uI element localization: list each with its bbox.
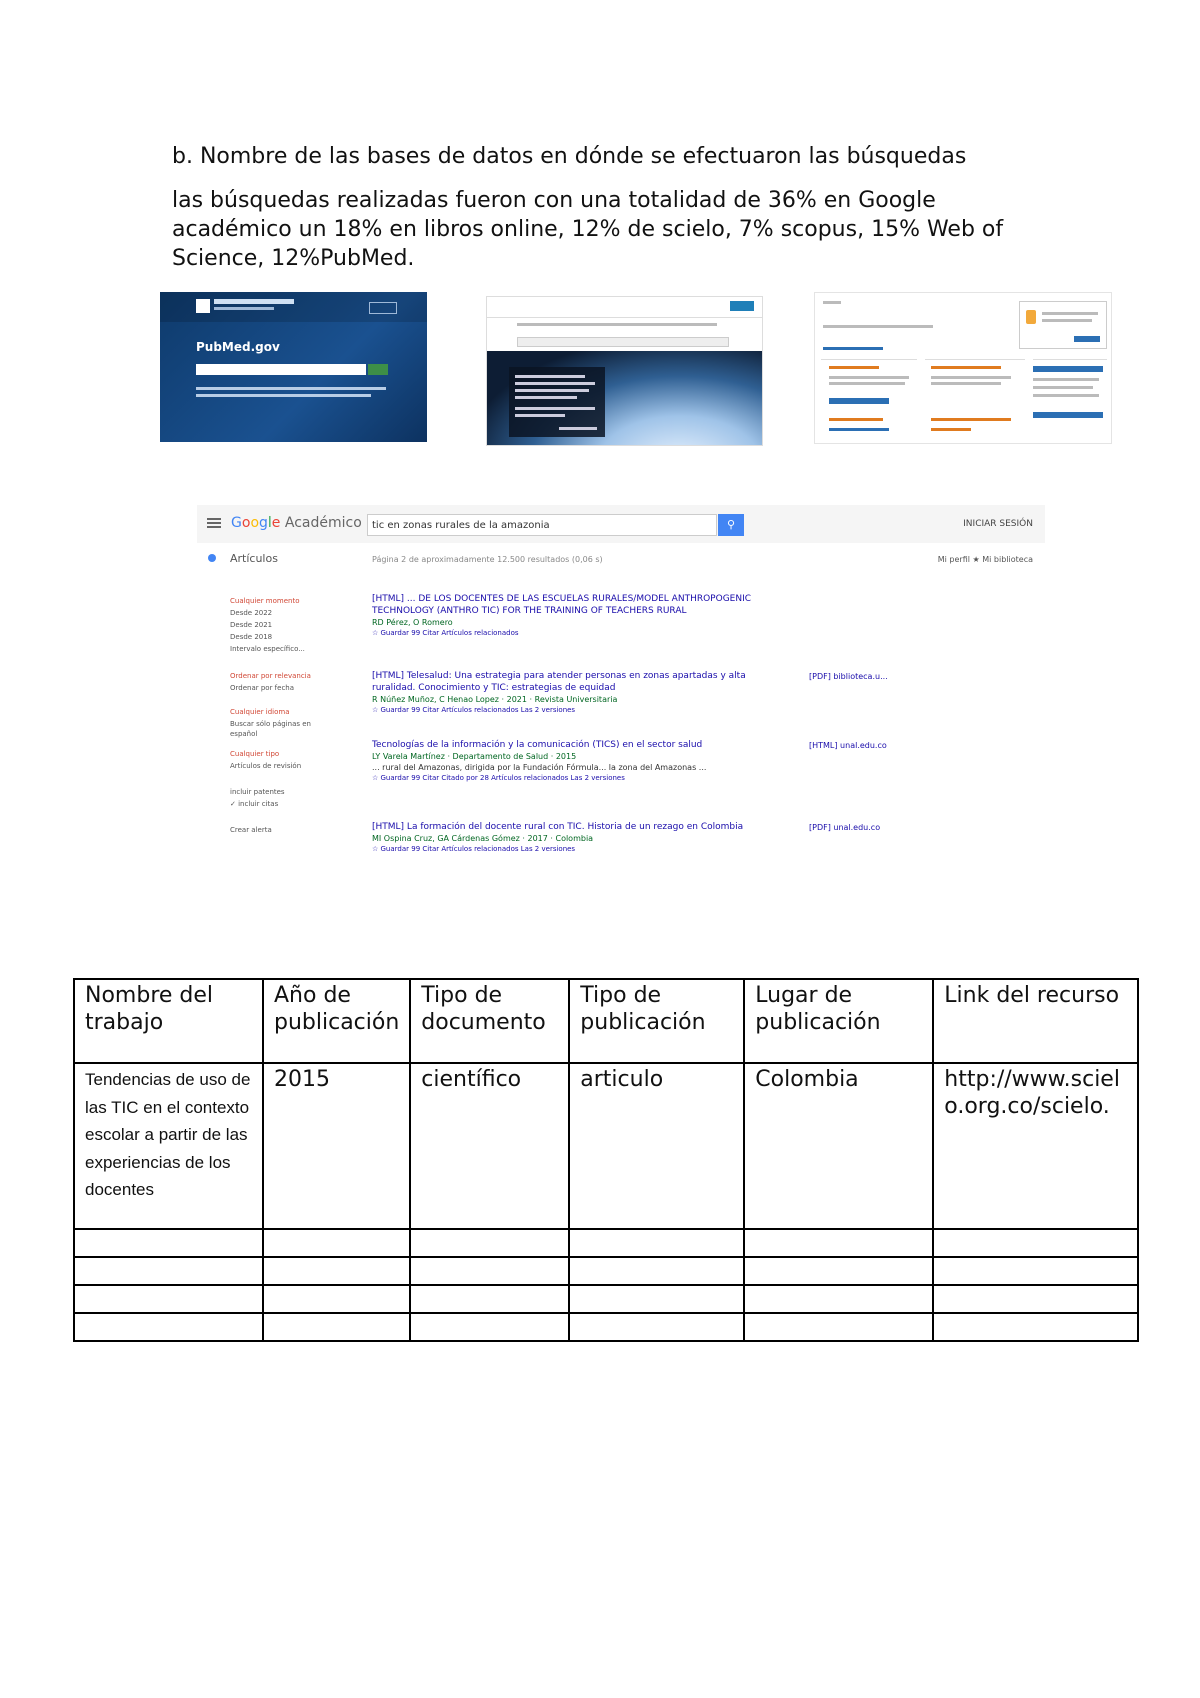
table-header-row	[74, 979, 1138, 1063]
result-title: [HTML] ... DE LOS DOCENTES DE LAS ESCUELAS RURALES/MODEL ANTHROPOGENIC TECHNOLOGY (ANTHRO TIC) FOR THE TRAINING OF TEACHERS RURAL	[372, 594, 752, 616]
result-authors: MI Ospina Cruz, GA Cárdenas Gómez · 2017 · Colombia	[372, 834, 594, 843]
scholar-sidebar-item: Cualquier momento	[230, 597, 300, 605]
scholar-sidebar-item: español	[230, 730, 258, 738]
table-cell	[744, 1229, 933, 1257]
result-title: [HTML] Telesalud: Una estrategia para atender personas en zonas apartadas y alta ruralidad. Conocimiento y TIC: estrategias de equidad	[372, 671, 746, 693]
scholar-sidebar-item: Desde 2022	[230, 609, 273, 617]
table-cell	[744, 1257, 933, 1285]
scholar-sidebar-item: Cualquier tipo	[230, 750, 280, 758]
scholar-sidebar-item: Ordenar por fecha	[230, 684, 295, 692]
scholar-search-input: tic en zonas rurales de la amazonia	[367, 514, 717, 536]
table-cell	[263, 1285, 410, 1313]
scholar-sidebar-item: Ordenar por relevancia	[230, 672, 311, 680]
table-cell: Tendencias de uso de las TIC en el contexto escolar a partir de las experiencias de los docentes	[74, 1063, 263, 1229]
result-snippet: ... rural del Amazonas, dirigida por la Fundación Fórmula... la zona del Amazonas ...	[372, 763, 707, 772]
table-cell	[74, 1313, 263, 1341]
scholar-sidebar-item: Desde 2021	[230, 621, 273, 629]
table-cell: científico	[410, 1063, 569, 1229]
table-cell	[569, 1229, 744, 1257]
table-cell	[263, 1257, 410, 1285]
result-links: ☆ Guardar 99 Citar Citado por 28 Artículos relacionados Las 2 versiones	[372, 774, 625, 782]
search-icon: ⚲	[718, 514, 744, 536]
scholar-tools: Mi perfil ★ Mi biblioteca	[937, 555, 1033, 564]
scholar-result	[372, 821, 772, 855]
lock-icon	[1026, 310, 1036, 324]
table-cell	[933, 1229, 1138, 1257]
table-cell	[410, 1313, 569, 1341]
scholar-sidebar-item: ✓ incluir citas	[230, 800, 279, 808]
table-cell: articulo	[569, 1063, 744, 1229]
scholar-sidebar-item: Buscar sólo páginas en	[230, 720, 311, 728]
table-cell	[410, 1229, 569, 1257]
pubmed-brand: PubMed.gov	[196, 340, 280, 354]
results-table	[73, 978, 1139, 1342]
pubmed-screenshot	[160, 292, 427, 442]
table-header-cell: Tipo de publicación	[569, 979, 744, 1063]
table-cell: 2015	[263, 1063, 410, 1229]
table-cell	[569, 1313, 744, 1341]
table-header-cell: Link del recurso	[933, 979, 1138, 1063]
table-header-cell: Lugar de publicación	[744, 979, 933, 1063]
result-authors: RD Pérez, O Romero	[372, 618, 453, 627]
table-cell	[744, 1285, 933, 1313]
menu-icon	[207, 518, 221, 528]
table-cell	[569, 1257, 744, 1285]
section-heading: b. Nombre de las bases de datos en dónde se efectuaron las búsquedas	[172, 144, 967, 169]
table-cell	[263, 1313, 410, 1341]
table-empty-row	[74, 1285, 1138, 1313]
table-cell	[74, 1229, 263, 1257]
result-title: Tecnologías de la información y la comunicación (TICS) en el sector salud	[372, 740, 703, 750]
table-cell	[410, 1285, 569, 1313]
nih-logo-icon	[196, 299, 210, 313]
result-pdf-link: [PDF] biblioteca.u...	[809, 672, 888, 681]
result-links: ☆ Guardar 99 Citar Artículos relacionados Las 2 versiones	[372, 845, 576, 853]
table-cell	[933, 1313, 1138, 1341]
pubmed-search-input	[196, 364, 366, 375]
articles-tab: Artículos	[230, 552, 278, 565]
scholar-sidebar-item: Artículos de revisión	[230, 762, 302, 770]
table-cell: http://www.scielo.org.co/scielo.	[933, 1063, 1138, 1229]
table-cell	[263, 1229, 410, 1257]
table-cell	[74, 1257, 263, 1285]
results-count: Página 2 de aproximadamente 12.500 resultados (0,06 s)	[372, 555, 603, 564]
result-pdf-link: [PDF] unal.edu.co	[809, 823, 881, 832]
scholar-result	[372, 670, 772, 716]
scholar-logo: Google Académico	[231, 515, 362, 531]
result-authors: R Núñez Muñoz, C Henao Lopez · 2021 · Revista Universitaria	[372, 695, 618, 704]
table-empty-row	[74, 1229, 1138, 1257]
result-title: [HTML] La formación del docente rural con TIC. Historia de un rezago en Colombia	[372, 822, 744, 832]
google-scholar-screenshot	[197, 505, 1045, 867]
scholar-result	[372, 593, 772, 639]
table-cell	[933, 1285, 1138, 1313]
table-cell	[74, 1285, 263, 1313]
table-row	[74, 1063, 1138, 1229]
table-cell	[410, 1257, 569, 1285]
scholar-sidebar-item: incluir patentes	[230, 788, 285, 796]
table-empty-row	[74, 1313, 1138, 1341]
result-links: ☆ Guardar 99 Citar Artículos relacionados	[372, 629, 519, 637]
scholar-sidebar-item: Cualquier idioma	[230, 708, 290, 716]
table-header-cell: Año de publicación	[263, 979, 410, 1063]
scopus-screenshot	[814, 292, 1112, 444]
scholar-sidebar-item: Crear alerta	[230, 826, 272, 834]
result-authors: LY Varela Martínez · Departamento de Salud · 2015	[372, 752, 577, 761]
result-links: ☆ Guardar 99 Citar Artículos relacionados Las 2 versiones	[372, 706, 576, 714]
table-cell	[933, 1257, 1138, 1285]
table-cell: Colombia	[744, 1063, 933, 1229]
table-empty-row	[74, 1257, 1138, 1285]
table-cell	[744, 1313, 933, 1341]
scholar-logo-suffix: Académico	[284, 515, 362, 531]
table-header-cell: Nombre del trabajo	[74, 979, 263, 1063]
summary-paragraph: las búsquedas realizadas fueron con una totalidad de 36% en Google académico un 18% en libros online, 12% de scielo, 7% scopus, 15% Web of Science, 12%PubMed.	[172, 188, 1004, 271]
table-header-cell: Tipo de documento	[410, 979, 569, 1063]
pubmed-search-button	[368, 364, 388, 375]
scholar-sidebar-item: Desde 2018	[230, 633, 273, 641]
table-cell	[569, 1285, 744, 1313]
scholar-result	[372, 739, 772, 784]
signin-link: INICIAR SESIÓN	[963, 519, 1033, 529]
scholar-sidebar-item: Intervalo específico...	[230, 645, 305, 653]
web-of-science-screenshot	[486, 296, 763, 446]
result-pdf-link: [HTML] unal.edu.co	[809, 741, 887, 750]
